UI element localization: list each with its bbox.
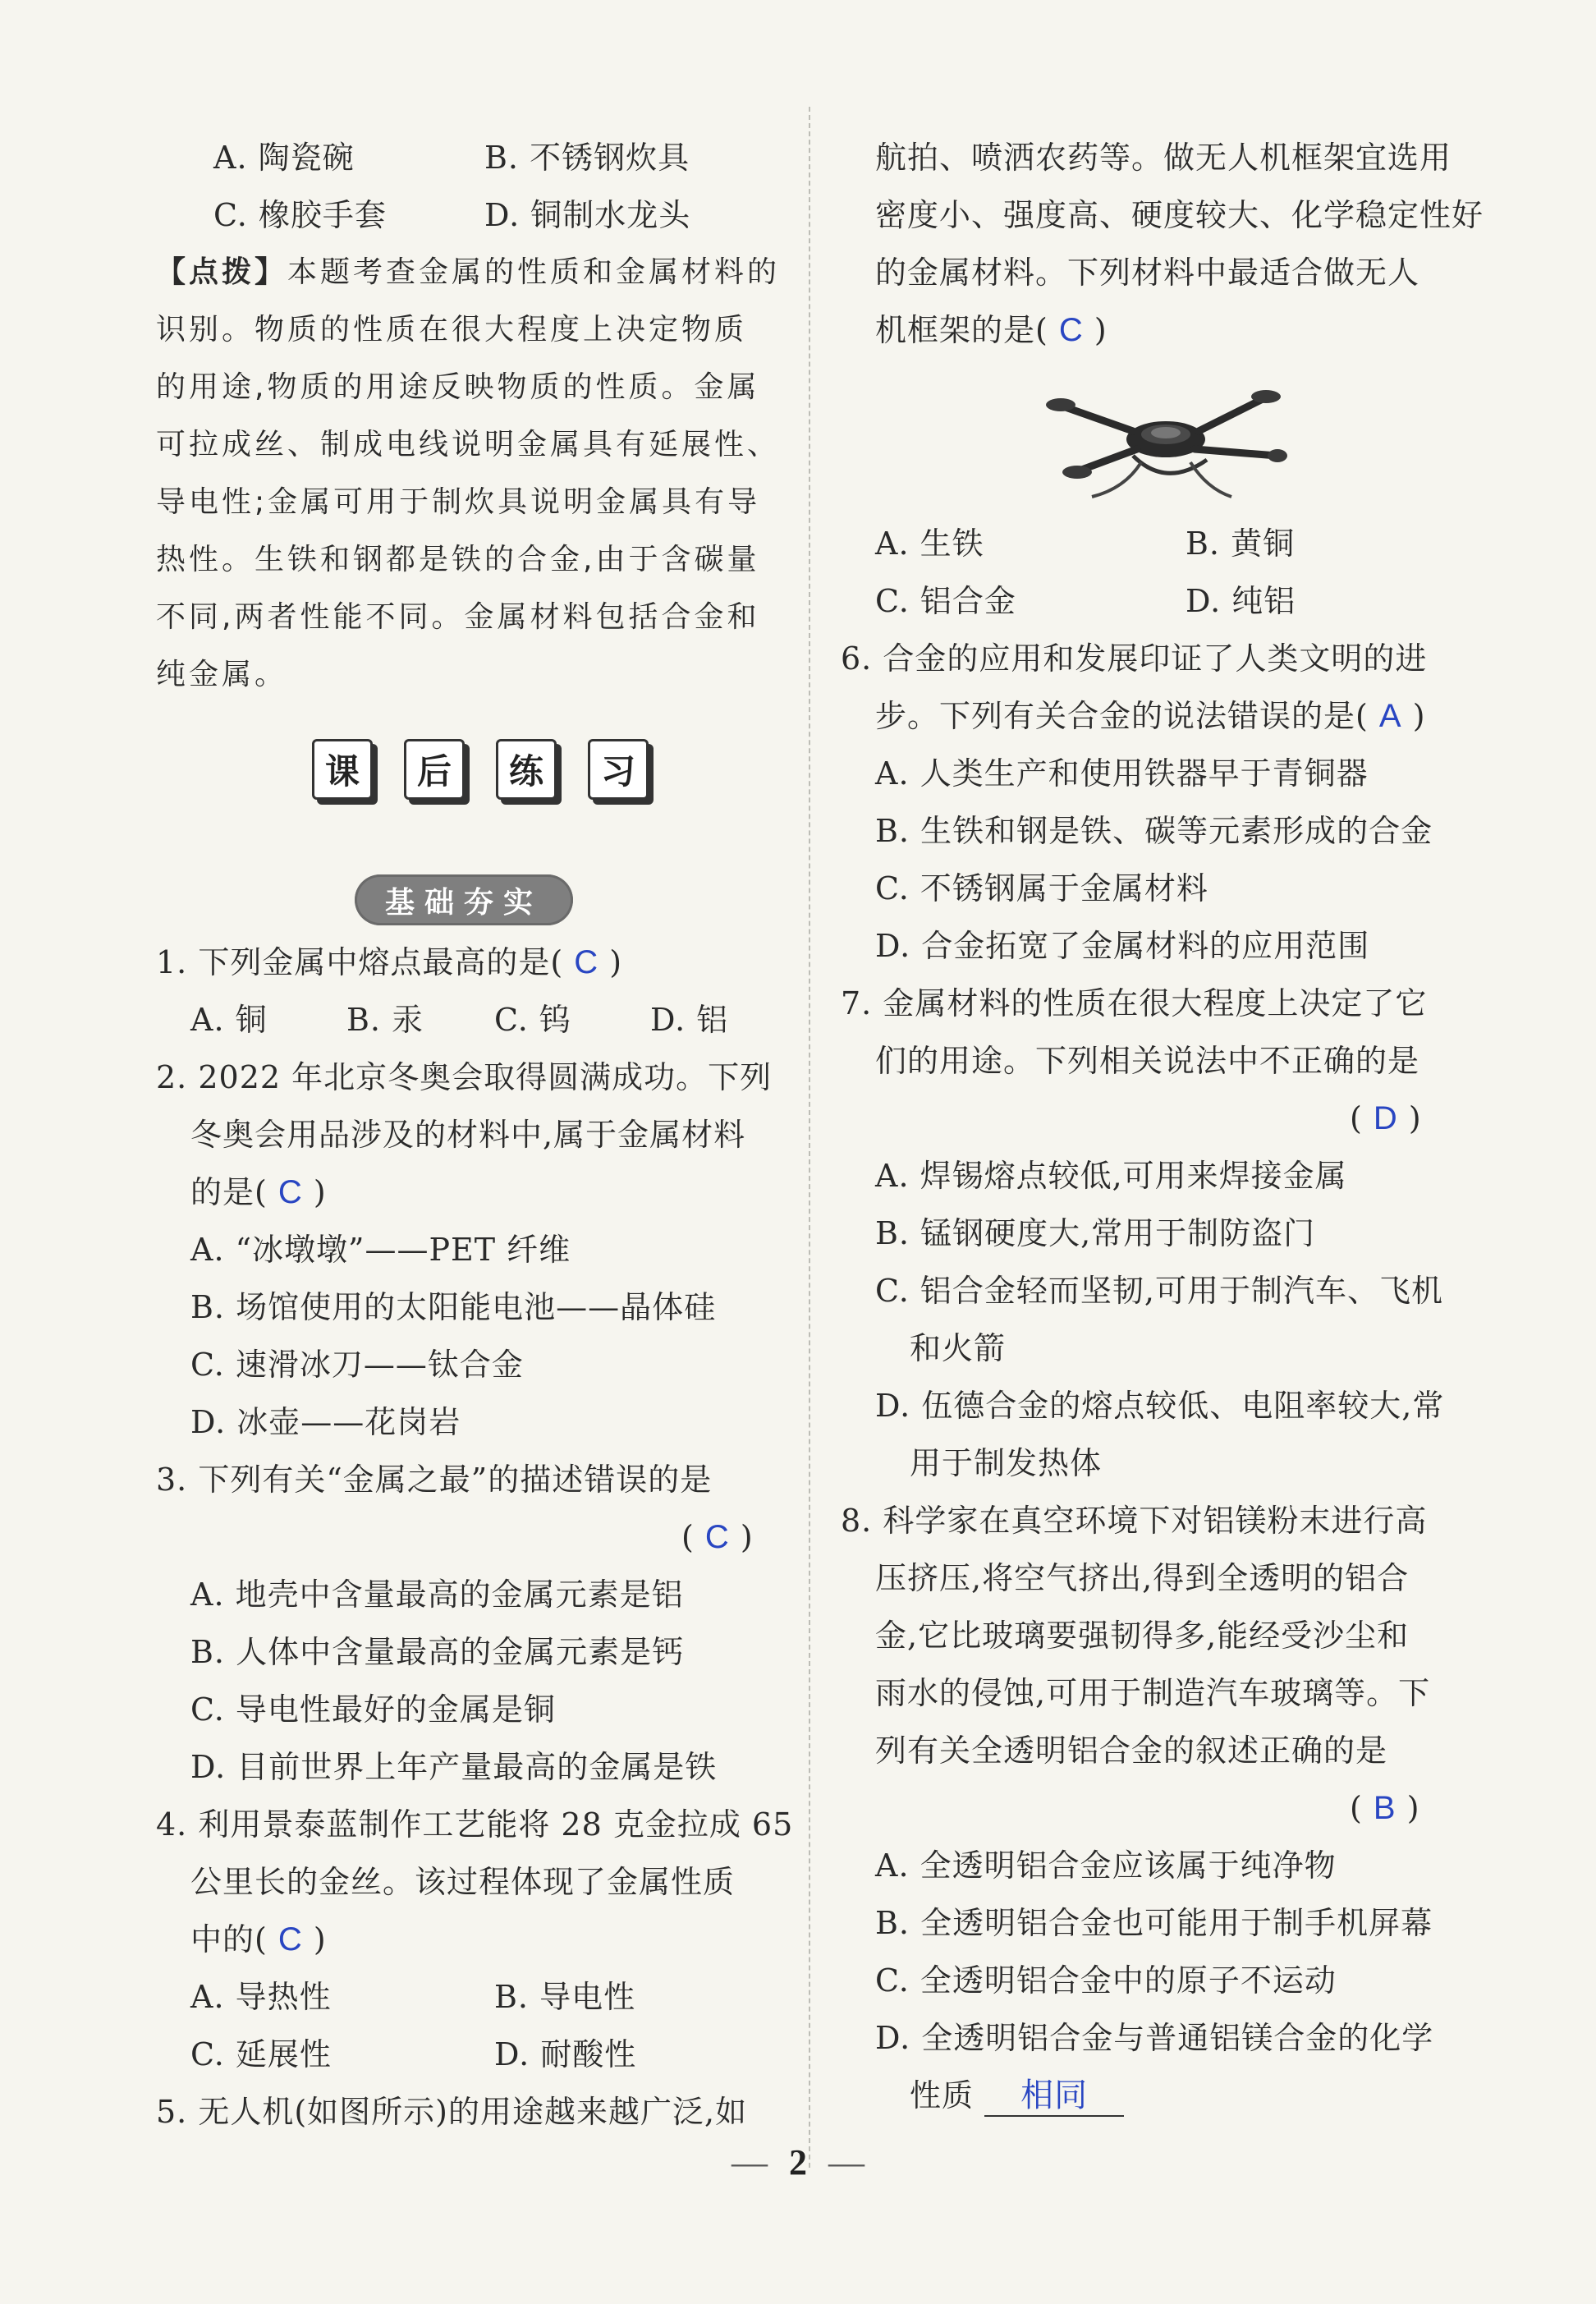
q7-option: A. 焊锡熔点较低,可用来焊接金属 bbox=[875, 1158, 1347, 1194]
q8-option: D. 全透明铝合金与普通铝镁合金的化学 bbox=[875, 2020, 1434, 2056]
q1-option: B. 汞 bbox=[346, 1002, 424, 1038]
q7-option: B. 锰钢硬度大,常用于制防盗门 bbox=[875, 1215, 1316, 1251]
q4-option: B. 导电性 bbox=[494, 1979, 636, 2015]
q5-option: B. 黄铜 bbox=[1186, 526, 1296, 562]
q1-answer: C bbox=[574, 944, 599, 980]
q5-stem: 密度小、强度高、硬度较大、化学稳定性好 bbox=[875, 197, 1484, 233]
q8-stem: 雨水的侵蚀,可用于制造汽车玻璃等。下 bbox=[875, 1675, 1431, 1711]
q-prev-option-c: C. 橡胶手套 bbox=[213, 197, 387, 233]
q7-option-cont: 用于制发热体 bbox=[910, 1445, 1103, 1481]
section-title-char: 后 bbox=[404, 739, 465, 800]
q8-stem: 8. 科学家在真空环境下对铝镁粉末进行高 bbox=[841, 1503, 1428, 1539]
q2-stem: 冬奥会用品涉及的材料中,属于金属材料 bbox=[190, 1117, 746, 1153]
q4-stem: 中的( C ) bbox=[190, 1921, 327, 1957]
q8-stem: 压挤压,将空气挤出,得到全透明的铝合 bbox=[875, 1560, 1410, 1596]
q4-answer: C bbox=[277, 1921, 303, 1957]
drone-image bbox=[1043, 374, 1289, 513]
q6-option: D. 合金拓宽了金属材料的应用范围 bbox=[875, 928, 1370, 964]
section-subtitle: 基础夯实 bbox=[355, 874, 573, 925]
section-title-char: 练 bbox=[496, 739, 557, 800]
q3-answer: C bbox=[704, 1519, 730, 1555]
q3-stem: 3. 下列有关“金属之最”的描述错误的是 bbox=[156, 1462, 713, 1498]
q6-option: A. 人类生产和使用铁器早于青铜器 bbox=[875, 755, 1369, 792]
page-number: — 2 — bbox=[732, 2142, 864, 2182]
q6-option: B. 生铁和钢是铁、碳等元素形成的合金 bbox=[875, 813, 1433, 849]
q-prev-option-d: D. 铜制水龙头 bbox=[484, 197, 691, 233]
q8-stem: 列有关全透明铝合金的叙述正确的是 bbox=[875, 1733, 1388, 1769]
note-line: 识别。物质的性质在很大程度上决定物质 bbox=[156, 313, 748, 347]
q4-stem: 4. 利用景泰蓝制作工艺能将 28 克金拉成 65 bbox=[156, 1806, 794, 1843]
q5-stem: 机框架的是( C ) bbox=[875, 312, 1108, 348]
note-line: 不同,两者性能不同。金属材料包括合金和 bbox=[156, 600, 760, 634]
note-line: 热性。生铁和钢都是铁的合金,由于含碳量 bbox=[156, 543, 760, 576]
q2-option: C. 速滑冰刀——钛合金 bbox=[190, 1347, 524, 1383]
q4-option: A. 导热性 bbox=[190, 1979, 332, 2015]
note-line: 的用途,物质的用途反映物质的性质。金属 bbox=[156, 370, 760, 404]
note-line: 【点拨】本题考查金属的性质和金属材料的 bbox=[156, 255, 781, 289]
q8-option: A. 全透明铝合金应该属于纯净物 bbox=[875, 1847, 1337, 1884]
q7-option: D. 伍德合金的熔点较低、电阻率较大,常 bbox=[875, 1388, 1445, 1424]
section-title-char: 习 bbox=[588, 739, 649, 800]
q5-stem: 5. 无人机(如图所示)的用途越来越广泛,如 bbox=[156, 2094, 748, 2130]
q8-answer-paren: ( B ) bbox=[1350, 1790, 1420, 1826]
q3-option: D. 目前世界上年产量最高的金属是铁 bbox=[190, 1749, 718, 1785]
note-line: 可拉成丝、制成电线说明金属具有延展性、 bbox=[156, 428, 781, 461]
q5-stem: 的金属材料。下列材料中最适合做无人 bbox=[875, 255, 1420, 291]
section-title-char: 课 bbox=[312, 739, 373, 800]
note-tag: 【点拨】 bbox=[156, 255, 288, 289]
q8-fill-answer: 相同 bbox=[984, 2076, 1124, 2117]
q8-answer: B bbox=[1373, 1790, 1396, 1826]
q6-answer: A bbox=[1378, 698, 1402, 734]
q8-option-cont: 性质 相同 bbox=[910, 2076, 1124, 2117]
q2-answer: C bbox=[277, 1174, 303, 1210]
q1-option: A. 铜 bbox=[190, 1002, 268, 1038]
q6-stem: 6. 合金的应用和发展印证了人类文明的进 bbox=[841, 640, 1428, 677]
q2-option: B. 场馆使用的太阳能电池——晶体硅 bbox=[190, 1289, 717, 1325]
q-prev-option-b: B. 不锈钢炊具 bbox=[484, 140, 690, 176]
q7-stem: 们的用途。下列相关说法中不正确的是 bbox=[875, 1043, 1420, 1079]
note-line: 纯金属。 bbox=[156, 658, 288, 691]
q8-option: B. 全透明铝合金也可能用于制手机屏幕 bbox=[875, 1905, 1433, 1941]
q7-answer-paren: ( D ) bbox=[1350, 1100, 1422, 1136]
q7-option-cont: 和火箭 bbox=[910, 1330, 1007, 1366]
q8-stem: 金,它比玻璃要强韧得多,能经受沙尘和 bbox=[875, 1618, 1410, 1654]
q3-answer-paren: ( C ) bbox=[681, 1519, 754, 1555]
q-prev-option-a: A. 陶瓷碗 bbox=[213, 140, 355, 176]
q2-option: D. 冰壶——花岗岩 bbox=[190, 1404, 461, 1440]
q1-option: C. 钨 bbox=[494, 1002, 571, 1038]
q7-option: C. 铝合金轻而坚韧,可用于制汽车、飞机 bbox=[875, 1273, 1443, 1309]
q6-option: C. 不锈钢属于金属材料 bbox=[875, 870, 1208, 906]
q3-option: A. 地壳中含量最高的金属元素是铝 bbox=[190, 1577, 684, 1613]
drone-illustration bbox=[1043, 374, 1289, 513]
q8-option: C. 全透明铝合金中的原子不运动 bbox=[875, 1962, 1337, 1999]
q3-option: C. 导电性最好的金属是铜 bbox=[190, 1691, 556, 1728]
q2-stem: 的是( C ) bbox=[190, 1174, 327, 1210]
q6-stem: 步。下列有关合金的说法错误的是( A ) bbox=[875, 698, 1426, 734]
q4-option: C. 延展性 bbox=[190, 2036, 332, 2072]
q1-stem: 1. 下列金属中熔点最高的是( C ) bbox=[156, 944, 623, 980]
q5-option: C. 铝合金 bbox=[875, 583, 1016, 619]
q5-option: D. 纯铝 bbox=[1186, 583, 1296, 619]
note-line: 导电性;金属可用于制炊具说明金属具有导 bbox=[156, 485, 761, 519]
q3-option: B. 人体中含量最高的金属元素是钙 bbox=[190, 1634, 685, 1670]
q4-stem: 公里长的金丝。该过程体现了金属性质 bbox=[190, 1864, 736, 1900]
q7-answer: D bbox=[1373, 1100, 1398, 1136]
q2-stem: 2. 2022 年北京冬奥会取得圆满成功。下列 bbox=[156, 1059, 773, 1095]
q5-answer: C bbox=[1058, 312, 1084, 348]
column-divider bbox=[809, 107, 810, 2168]
q5-option: A. 生铁 bbox=[875, 526, 984, 562]
q1-option: D. 铝 bbox=[650, 1002, 729, 1038]
section-title bbox=[312, 739, 649, 800]
q5-stem: 航拍、喷洒农药等。做无人机框架宜选用 bbox=[875, 140, 1452, 176]
q4-option: D. 耐酸性 bbox=[494, 2036, 637, 2072]
q7-stem: 7. 金属材料的性质在很大程度上决定了它 bbox=[841, 985, 1428, 1021]
q2-option: A. “冰墩墩”——PET 纤维 bbox=[190, 1232, 571, 1268]
